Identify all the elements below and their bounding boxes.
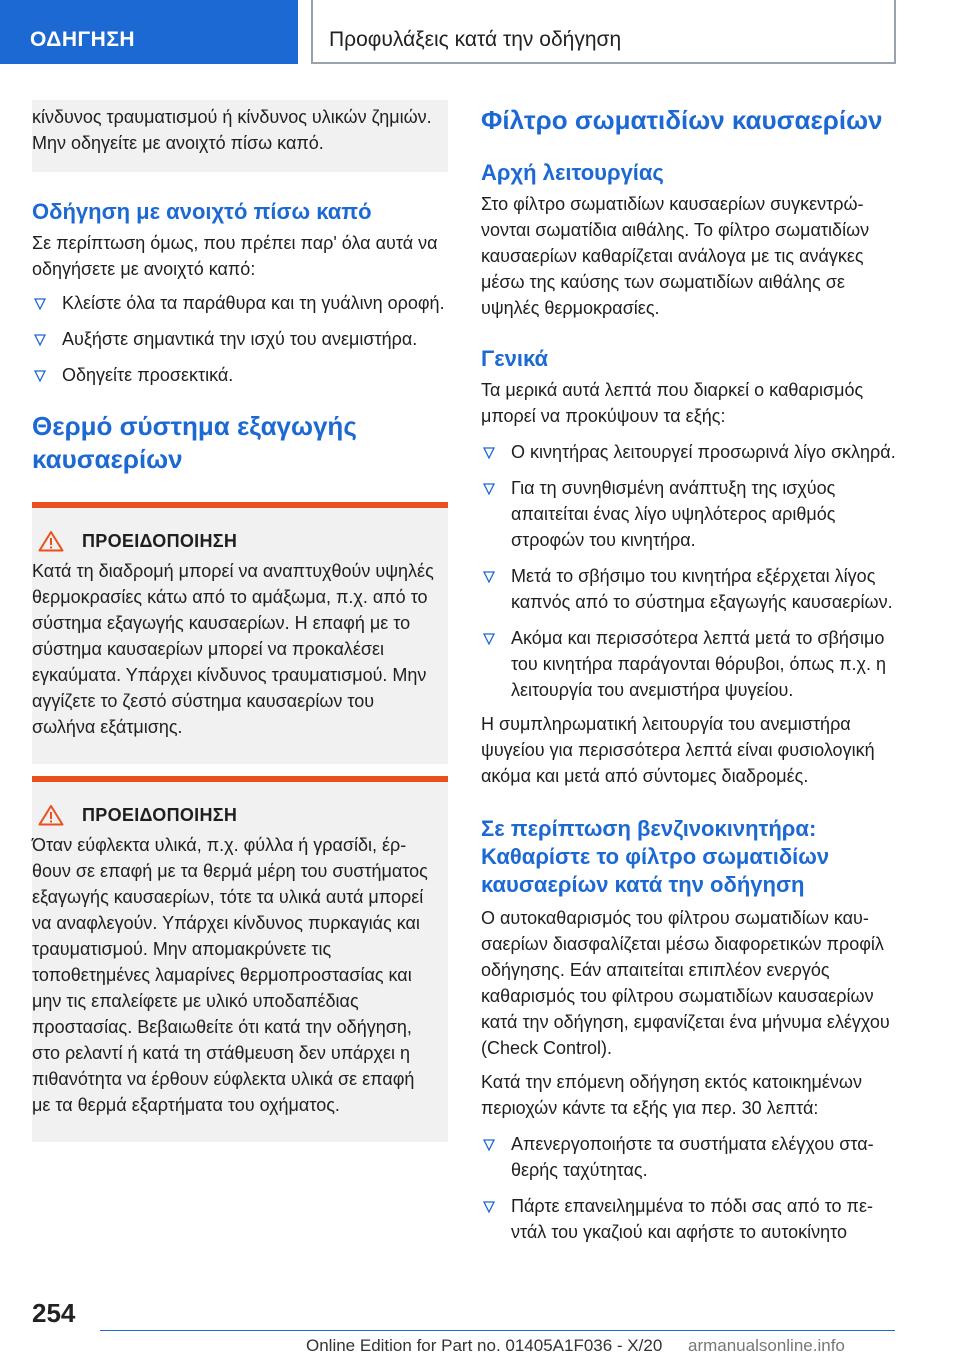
petrol-text-2: Κατά την επόμενη οδήγηση εκτός κατοικημένων περιοχών κάντε τα εξής για περ. 30 λεπτά: [481,1072,862,1118]
principle-text: Στο φίλτρο σωματιδίων καυσαερίων συγκεντρώνονται σωματίδια αιθάλης. Το φίλτρο σωματιδίων καυσαερίων καθαρίζεται ανάλογα με τις ανάγκες μέσω της καύσης των σωματιδίων αιθάλης σε υψηλές θερμοκρασίες. [481,194,870,318]
section-tab: ΟΔΗΓΗΣΗ [0,0,298,64]
heading-principle: Αρχή λειτουργίας [481,160,664,185]
list-item-text: Αυξήστε σημαντικά την ισχύ του ανεμιστήρα. [62,329,418,349]
list-item [481,1193,897,1245]
list-item-text: Για τη συνηθισμένη ανάπτυξη της ισχύος απαιτείται ένας λίγο υψηλότερος αριθμός στροφών του κινητήρα. [511,478,836,550]
warning-text: Κατά τη διαδρομή μπορεί να αναπτυχθούν υψηλές θερμοκρασίες κάτω από το αμάξωμα, π.χ. από το σύστημα εξαγωγής καυσαερίων. Η επαφή με το σύστημα καυσαερίων μπορεί να προκαλέσει εγκαύματα. Υπάρχει κίνδυνος τραυματισμού. Μην αγγίζετε το ζεστό σύστημα καυσαερίων του σωλήνα εξάτμισης. [32,561,434,737]
heading-hot-exhaust: Θερμό σύστημα εξαγωγής καυσαερίων [32,411,357,474]
list-item-text: Ο κινητήρας λειτουργεί προσωρινά λίγο σκληρά. [511,442,896,462]
warning-header [32,530,434,552]
list-item-text: Μετά το σβήσιμο του κινητήρα εξέρχεται λίγος καπνός από το σύστημα εξαγωγής καυσαερίων. [511,566,893,612]
list-item [32,326,448,352]
heading-open-hood: Οδήγηση με ανοιχτό πίσω καπό [32,199,372,224]
petrol-list [481,1131,897,1245]
bullet-triangle-icon [483,447,495,459]
continued-warning-box [32,100,448,172]
continued-warning-text: κίνδυνος τραυματισμού ή κίνδυνος υλικών ζημιών. Μην οδηγείτε με ανοιχτό πίσω καπό. [32,107,432,153]
list-item [481,439,897,465]
list-item-text: Ακόμα και περισσότερα λεπτά μετά το σβήσιμο του κινητήρα παράγονται θόρυβοι, όπως π.χ. η λειτουργία του ανεμιστήρα ψυγείου. [511,628,886,700]
list-item [32,290,448,316]
bullet-triangle-icon [483,483,495,495]
chapter-title: Προφυλάξεις κατά την οδήγηση [311,0,896,64]
warning-box-burns [32,502,448,764]
watermark-text: armanualsonline.info [688,1336,845,1355]
list-item [32,362,448,388]
warning-triangle-icon [38,530,64,552]
list-item [481,475,897,553]
warning-triangle-icon [38,804,64,826]
warning-box-fire [32,776,448,1142]
list-item-text: Πάρτε επανειλημμένα το πόδι σας από το πεντάλ του γκαζιού και αφήστε το αυτοκίνητο [511,1196,873,1242]
bullet-triangle-icon [483,571,495,583]
fan-text: Η συμπληρωματική λειτουργία του ανεμιστήρα ψυγείου για περισσότερα λεπτά είναι φυσιολογική ακόμα και μετά από σύντομες διαδρομές. [481,714,875,786]
open-hood-intro: Σε περίπτωση όμως, που πρέπει παρ' όλα αυτά να οδηγήσετε με ανοιχτό καπό: [32,233,438,279]
heading-general: Γενικά [481,346,549,371]
list-item-text: Κλείστε όλα τα παράθυρα και τη γυάλινη οροφή. [62,293,445,313]
list-item-text: Απενεργοποιήστε τα συστήματα ελέγχου σταθερής ταχύτητας. [511,1134,874,1180]
bullet-triangle-icon [34,370,46,382]
list-item [481,563,897,615]
bullet-triangle-icon [483,633,495,645]
warning-header [32,804,434,826]
heading-petrol-filter-cleaning: Σε περίπτωση βενζινοκινητήρα: Καθαρίστε το φίλτρο σωματιδίων καυσαερίων κατά την οδήγηση [481,816,830,897]
warning-title: ΠΡΟΕΙΔΟΠΟΙΗΣΗ [82,530,238,551]
heading-particulate-filter: Φίλτρο σωματιδίων καυσαερίων [481,105,883,135]
general-intro: Τα μερικά αυτά λεπτά που διαρκεί ο καθαρισμός μπορεί να προκύψουν τα εξής: [481,380,864,426]
bullet-triangle-icon [34,298,46,310]
list-item [481,625,897,703]
page-number: 254 [32,1298,76,1328]
general-list [481,439,897,703]
warning-text: Όταν εύφλεκτα υλικά, π.χ. φύλλα ή γρασίδι, έρθουν σε επαφή με τα θερμά μέρη του συστήματος εξαγωγής καυσαερίων, τότε τα υλικά αυτά μπορεί να αναφλεγούν. Υπάρχει κίνδυνος πυρκαγιάς και τραυματισμού. Μην απομακρύνετε τις τοποθετημένες λαμαρίνες θερμοπροστασίας και μην τις επαλείφετε με υλικό υποδαπέδιας προστασίας. Βεβαιωθείτε ότι κατά την οδήγηση, στο ρελαντί ή κατά τη στάθμευση δεν υπάρχει η πιθανότητα να έρθουν εύφλεκτα υλικά σε επαφή με τα θερμά εξαρτήματα του οχήματος. [32,835,428,1115]
right-column [481,104,897,1245]
warning-title: ΠΡΟΕΙΔΟΠΟΙΗΣΗ [82,804,238,825]
petrol-text-1: Ο αυτοκαθαρισμός του φίλτρου σωματιδίων καυσαερίων διασφαλίζεται μέσω διαφορετικών προφίλ οδήγησης. Εάν απαιτείται επιπλέον ενεργός καθαρισμός του φίλτρου σωματιδίων καυσαερίων κατά την οδήγηση, εμφανίζεται ένα μήνυμα ελέγχου (Check Control). [481,908,890,1058]
footer-rule [100,1330,895,1331]
bullet-triangle-icon [34,334,46,346]
edition-text: Online Edition for Part no. 01405A1F036 - X/20 [306,1336,663,1355]
bullet-triangle-icon [483,1201,495,1213]
bullet-triangle-icon [483,1139,495,1151]
left-column [32,100,448,1142]
open-hood-list [32,290,448,388]
list-item [481,1131,897,1183]
list-item-text: Οδηγείτε προσεκτικά. [62,365,234,385]
